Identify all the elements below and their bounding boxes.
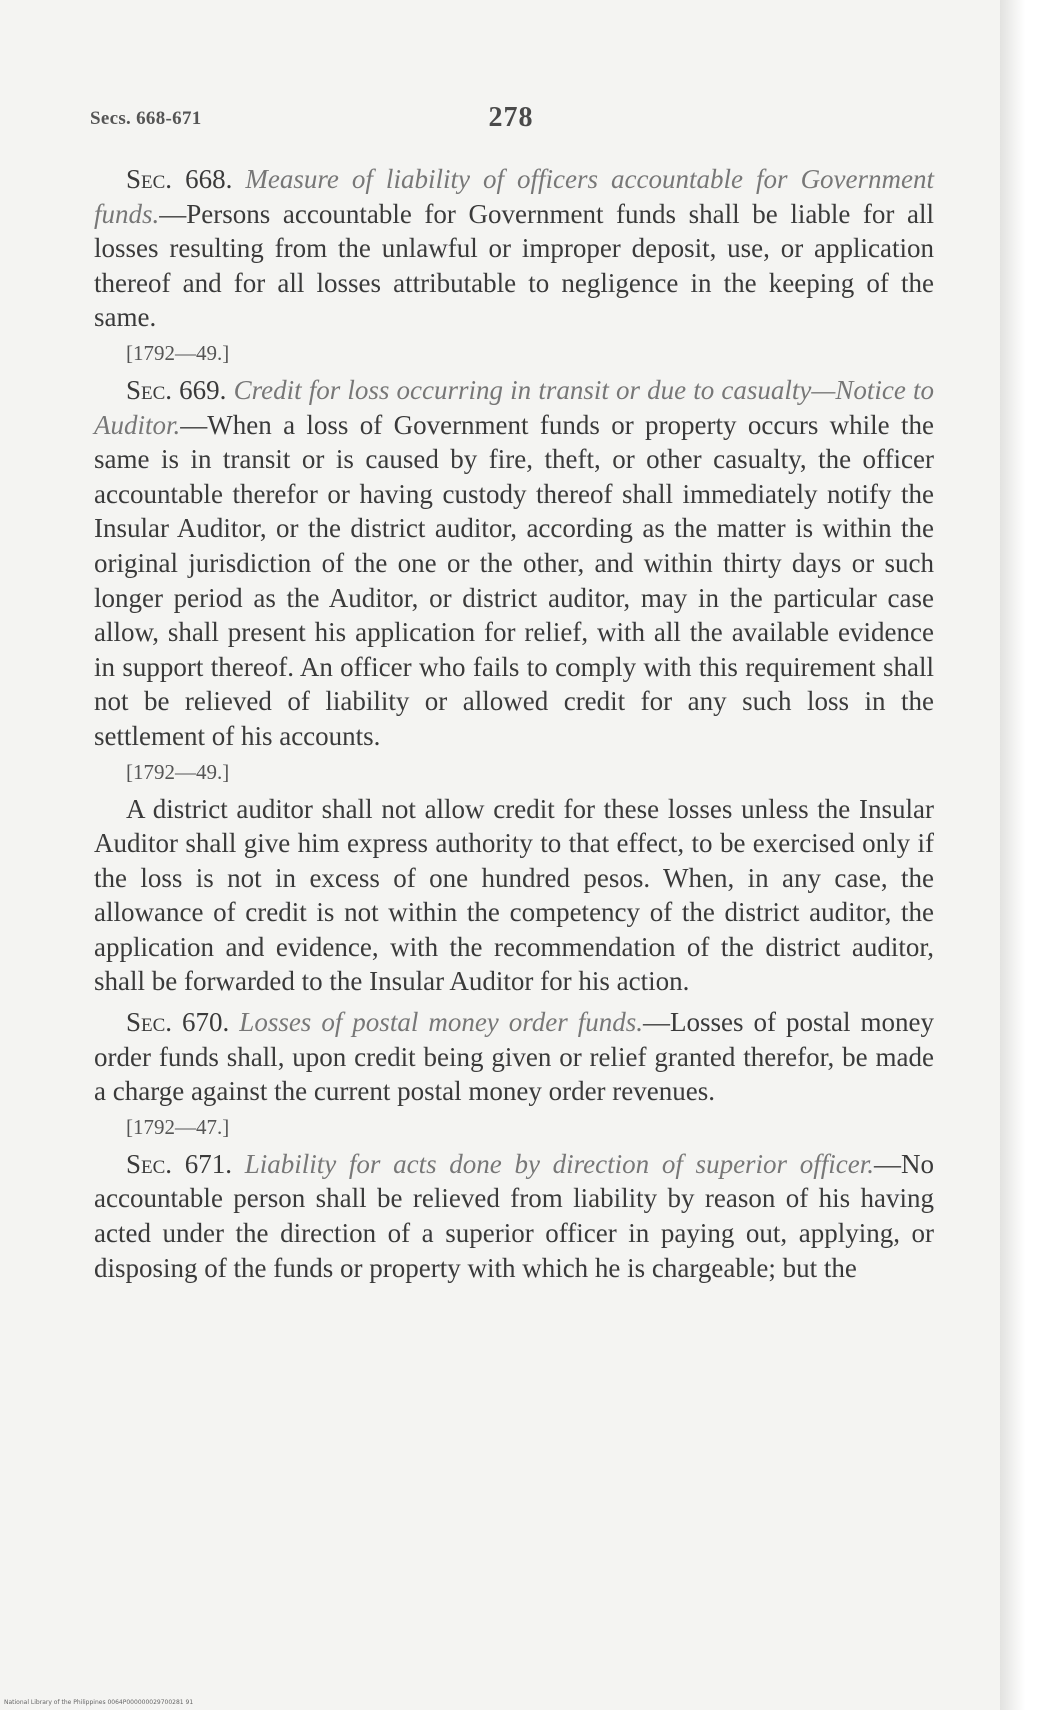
- section-heading: Liability for acts done by direction of superior officer.: [244, 1148, 875, 1179]
- section-671: [94, 1147, 934, 1285]
- section-label: Sec. 669.: [126, 374, 227, 405]
- citation: [1792—49.]: [126, 340, 230, 365]
- section-text: —No accountable person shall be relieved from liability by reason of his having acted under the direction of a superior officer in paying out, applying, or disposing of the funds or property with which he is chargeable; but the: [94, 1148, 935, 1283]
- page-edge: [1000, 0, 1042, 1710]
- section-668: [94, 162, 934, 335]
- section-669: [94, 373, 934, 754]
- section-label: Sec. 670.: [126, 1007, 230, 1038]
- section-heading: Losses of postal money order funds.: [239, 1007, 644, 1038]
- citation: [1792—47.]: [126, 1114, 230, 1139]
- running-head: Secs. 668-671: [90, 108, 202, 129]
- section-label: Sec. 671.: [126, 1148, 232, 1179]
- library-watermark: National Library of the Philippines 0064P000000029700281 91: [4, 1699, 194, 1706]
- section-text: —Losses of postal money order funds shall, upon credit being given or relief granted therefor, be made a charge against the current postal money order revenues.: [94, 1007, 934, 1107]
- section-669-continuation: A district auditor shall not allow credit for these losses unless the Insular Auditor shall give him express authority to that effect, to be exercised only if the loss is not in excess of one hundred pesos. When, in any case, the allowance of credit is not within the competency of the district auditor, the application and evidence, with the recommendation of the district auditor, shall be forwarded to the Insular Auditor for his action.: [94, 793, 934, 997]
- section-text: —When a loss of Government funds or property occurs while the same is in transit or is caused by fire, theft, or other casualty, the officer accountable therefor or having custody thereof shall immediately notify the Insular Auditor, or the district auditor, according as the matter is within the original jurisdiction of the one or the other, and within thirty days or such longer period as the Auditor, or district auditor, may in the particular case allow, shall present his application for relief, with all the available evidence in support thereof. An officer who fails to comply with this requirement shall not be relieved of liability or allowed credit for any such loss in the settlement of his accounts.: [94, 409, 934, 751]
- section-heading: Measure of liability of officers accountable for Government funds.: [94, 164, 935, 229]
- citation: [1792—49.]: [126, 759, 230, 784]
- section-text: —Persons accountable for Government funds shall be liable for all losses resulting from the unlawful or improper deposit, use, or application thereof and for all losses attributable to negligence in the keeping of the same.: [94, 198, 934, 333]
- section-heading: Credit for loss occurring in transit or due to casualty—Notice to Auditor.: [94, 374, 935, 440]
- page-number: 278: [488, 102, 534, 133]
- page-header: [90, 102, 932, 134]
- page-body: [94, 162, 934, 1285]
- section-label: Sec. 668.: [126, 164, 233, 194]
- section-670: [94, 1005, 934, 1109]
